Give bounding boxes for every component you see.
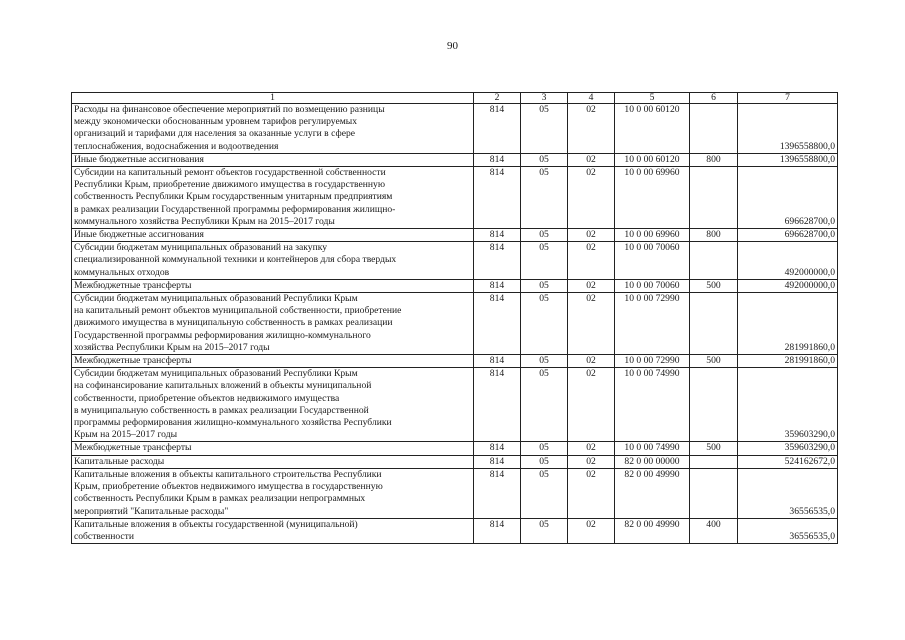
target-article-cell: 10 0 00 72990 <box>615 355 690 368</box>
page-number: 90 <box>447 40 458 52</box>
section-code-cell: 05 <box>521 229 568 242</box>
target-article-cell: 10 0 00 72990 <box>615 293 690 355</box>
row-name-line: Межбюджетные трансферты <box>74 442 192 454</box>
expense-type-cell: 500 <box>690 355 738 368</box>
row-name-cell <box>72 242 474 280</box>
admin-code-cell: 814 <box>474 153 521 166</box>
row-name-line: специализированной коммунальной техники и контейнеров для сбора твердых <box>74 254 397 266</box>
row-name-line: в муниципальную собственность в рамках реализации Государственной <box>74 404 369 416</box>
table-row <box>72 455 838 468</box>
target-article-cell: 10 0 00 60120 <box>615 104 690 154</box>
subsection-code-cell: 02 <box>568 368 615 442</box>
row-name-line: движимого имущества в муниципальную собственность в рамках реализации <box>74 317 393 329</box>
subsection-code-cell: 02 <box>568 242 615 280</box>
budget-table <box>71 92 838 544</box>
row-name-line: хозяйства Республики Крым на 2015–2017 годы <box>74 341 270 353</box>
amount-cell: 492000000,0 <box>738 279 838 292</box>
amount-cell: 696628700,0 <box>738 229 838 242</box>
row-name-line: Межбюджетные трансферты <box>74 279 192 291</box>
row-name-line: собственность Республики Крым в рамках реализации непрограммных <box>74 493 366 505</box>
header-cell-4: 4 <box>568 93 615 104</box>
target-article-cell: 82 0 00 49990 <box>615 518 690 543</box>
subsection-code-cell: 02 <box>568 153 615 166</box>
row-name-line: собственности <box>74 530 135 542</box>
row-name-line: Расходы на финансовое обеспечение мероприятий по возмещению разницы <box>74 104 385 115</box>
table-row <box>72 442 838 455</box>
expense-type-cell: 500 <box>690 442 738 455</box>
table-row <box>72 229 838 242</box>
header-cell-7: 7 <box>738 93 838 104</box>
expense-type-cell <box>690 242 738 280</box>
row-name-line: Капитальные расходы <box>74 455 165 467</box>
header-cell-2: 2 <box>474 93 521 104</box>
expense-type-cell: 400 <box>690 518 738 543</box>
row-name-line: коммунальных отходов <box>74 266 170 278</box>
expense-type-cell <box>690 167 738 229</box>
table-row <box>72 293 838 355</box>
amount-cell: 492000000,0 <box>738 242 838 280</box>
amount-cell: 1396558800,0 <box>738 104 838 154</box>
row-name-line: Крым, приобретение объектов недвижимого имущества в государственную <box>74 481 383 493</box>
target-article-cell: 10 0 00 74990 <box>615 368 690 442</box>
amount-cell: 1396558800,0 <box>738 153 838 166</box>
row-name-line: в рамках реализации Государственной программы реформирования жилищно- <box>74 203 396 215</box>
row-name-line: Республики Крым, приобретение движимого имущества в государственную <box>74 179 386 191</box>
admin-code-cell: 814 <box>474 242 521 280</box>
admin-code-cell: 814 <box>474 104 521 154</box>
expense-type-cell <box>690 468 738 518</box>
header-cell-6: 6 <box>690 93 738 104</box>
target-article-cell: 10 0 00 70060 <box>615 279 690 292</box>
admin-code-cell: 814 <box>474 167 521 229</box>
row-name-cell <box>72 279 474 292</box>
table-row <box>72 355 838 368</box>
expense-type-cell <box>690 455 738 468</box>
table-row <box>72 518 838 543</box>
section-code-cell: 05 <box>521 153 568 166</box>
table-row <box>72 368 838 442</box>
section-code-cell: 05 <box>521 468 568 518</box>
expense-type-cell: 500 <box>690 279 738 292</box>
amount-cell: 359603290,0 <box>738 442 838 455</box>
row-name-cell <box>72 229 474 242</box>
row-name-line: Субсидии бюджетам муниципальных образований Республики Крым <box>74 368 358 380</box>
target-article-cell: 10 0 00 70060 <box>615 242 690 280</box>
target-article-cell: 10 0 00 60120 <box>615 153 690 166</box>
subsection-code-cell: 02 <box>568 167 615 229</box>
row-name-line: Государственной программы реформирования жилищно-коммунального <box>74 329 371 341</box>
row-name-line: на капитальный ремонт объектов муниципальной собственности, приобретение <box>74 305 402 317</box>
row-name-cell <box>72 518 474 543</box>
amount-cell: 281991860,0 <box>738 355 838 368</box>
header-cell-5: 5 <box>615 93 690 104</box>
subsection-code-cell: 02 <box>568 229 615 242</box>
header-cell-1: 1 <box>72 93 474 104</box>
row-name-line: мероприятий "Капитальные расходы" <box>74 505 229 517</box>
row-name-line: организаций и тарифами для населения за оказанные услуги в сфере <box>74 128 356 140</box>
section-code-cell: 05 <box>521 355 568 368</box>
section-code-cell: 05 <box>521 442 568 455</box>
admin-code-cell: 814 <box>474 442 521 455</box>
table-header-row <box>72 93 838 104</box>
header-cell-3: 3 <box>521 93 568 104</box>
target-article-cell: 10 0 00 69960 <box>615 229 690 242</box>
admin-code-cell: 814 <box>474 279 521 292</box>
amount-cell: 524162672,0 <box>738 455 838 468</box>
section-code-cell: 05 <box>521 518 568 543</box>
admin-code-cell: 814 <box>474 518 521 543</box>
row-name-line: Иные бюджетные ассигнования <box>74 153 204 165</box>
table-row <box>72 242 838 280</box>
table-row <box>72 153 838 166</box>
row-name-line: теплоснабжения, водоснабжения и водоотведения <box>74 140 279 152</box>
row-name-line: Субсидии бюджетам муниципальных образований на закупку <box>74 242 328 254</box>
row-name-cell <box>72 368 474 442</box>
subsection-code-cell: 02 <box>568 442 615 455</box>
section-code-cell: 05 <box>521 293 568 355</box>
amount-cell: 36556535,0 <box>738 468 838 518</box>
expense-type-cell <box>690 104 738 154</box>
admin-code-cell: 814 <box>474 468 521 518</box>
admin-code-cell: 814 <box>474 355 521 368</box>
section-code-cell: 05 <box>521 242 568 280</box>
row-name-line: Межбюджетные трансферты <box>74 355 192 367</box>
section-code-cell: 05 <box>521 368 568 442</box>
target-article-cell: 82 0 00 00000 <box>615 455 690 468</box>
row-name-cell <box>72 167 474 229</box>
row-name-line: Иные бюджетные ассигнования <box>74 229 204 241</box>
row-name-cell <box>72 153 474 166</box>
subsection-code-cell: 02 <box>568 279 615 292</box>
expense-type-cell: 800 <box>690 229 738 242</box>
row-name-line: Капитальные вложения в объекты капитального строительства Республики <box>74 468 382 480</box>
expense-type-cell: 800 <box>690 153 738 166</box>
row-name-line: Крым на 2015–2017 годы <box>74 429 178 441</box>
admin-code-cell: 814 <box>474 368 521 442</box>
row-name-cell <box>72 355 474 368</box>
row-name-cell <box>72 468 474 518</box>
table-row <box>72 279 838 292</box>
row-name-cell <box>72 442 474 455</box>
expense-type-cell <box>690 368 738 442</box>
amount-cell: 36556535,0 <box>738 518 838 543</box>
admin-code-cell: 814 <box>474 455 521 468</box>
row-name-cell <box>72 293 474 355</box>
row-name-line: на софинансирование капитальных вложений в объекты муниципальной <box>74 380 372 392</box>
target-article-cell: 10 0 00 69960 <box>615 167 690 229</box>
admin-code-cell: 814 <box>474 229 521 242</box>
row-name-line: собственности, приобретение объектов недвижимого имущества <box>74 392 340 404</box>
admin-code-cell: 814 <box>474 293 521 355</box>
row-name-line: между экономически обоснованным уровнем тарифов регулируемых <box>74 116 358 128</box>
target-article-cell: 10 0 00 74990 <box>615 442 690 455</box>
section-code-cell: 05 <box>521 279 568 292</box>
subsection-code-cell: 02 <box>568 468 615 518</box>
section-code-cell: 05 <box>521 167 568 229</box>
subsection-code-cell: 02 <box>568 104 615 154</box>
amount-cell: 281991860,0 <box>738 293 838 355</box>
row-name-line: коммунального хозяйства Республики Крым на 2015–2017 годы <box>74 215 335 227</box>
row-name-cell <box>72 455 474 468</box>
row-name-line: программы реформирования жилищно-коммунального хозяйства Республики <box>74 417 392 429</box>
table-row <box>72 167 838 229</box>
subsection-code-cell: 02 <box>568 518 615 543</box>
subsection-code-cell: 02 <box>568 455 615 468</box>
table-row <box>72 468 838 518</box>
amount-cell: 359603290,0 <box>738 368 838 442</box>
amount-cell: 696628700,0 <box>738 167 838 229</box>
subsection-code-cell: 02 <box>568 293 615 355</box>
row-name-line: Капитальные вложения в объекты государственной (муниципальной) <box>74 518 358 530</box>
section-code-cell: 05 <box>521 104 568 154</box>
expense-type-cell <box>690 293 738 355</box>
row-name-cell <box>72 104 474 154</box>
subsection-code-cell: 02 <box>568 355 615 368</box>
table-row <box>72 104 838 154</box>
row-name-line: Субсидии на капитальный ремонт объектов государственной собственности <box>74 167 386 179</box>
section-code-cell: 05 <box>521 455 568 468</box>
row-name-line: Субсидии бюджетам муниципальных образований Республики Крым <box>74 293 358 305</box>
row-name-line: собственность Республики Крым государственным унитарным предприятиям <box>74 191 393 203</box>
target-article-cell: 82 0 00 49990 <box>615 468 690 518</box>
